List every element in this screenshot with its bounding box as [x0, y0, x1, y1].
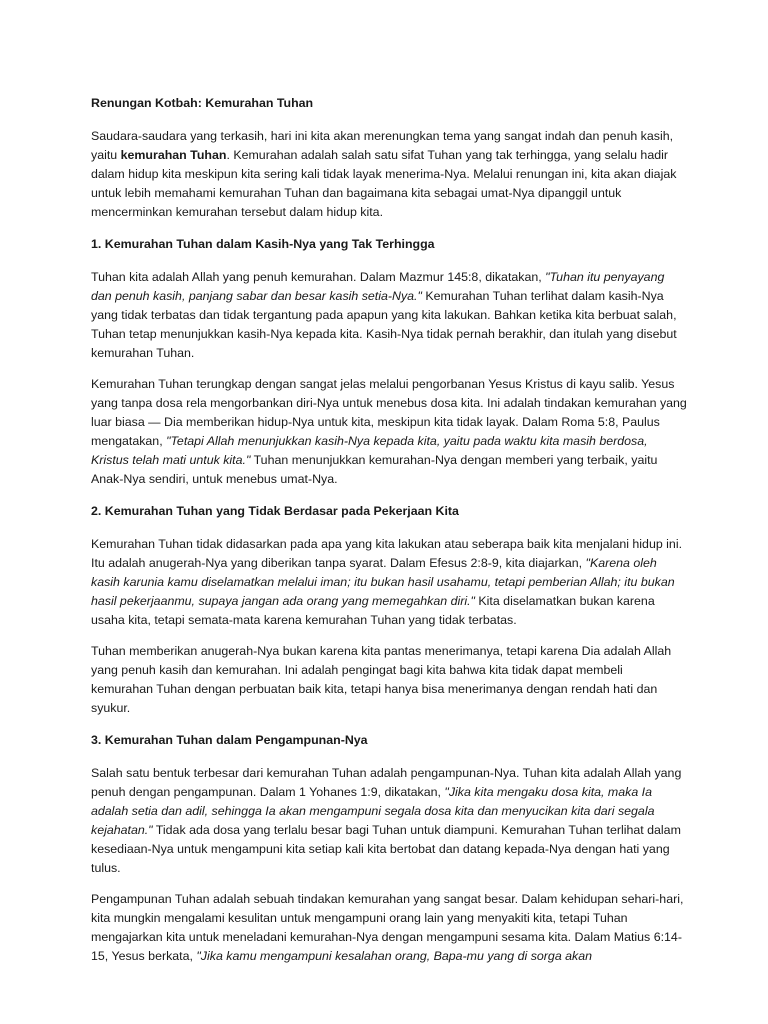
- intro-text-start: Saudara-saudara yang terkasih, hari ini kita akan merenungkan tema yang sangat indah dan penuh kasih, yaitu: [91, 129, 674, 162]
- intro-text-end: . Kemurahan adalah salah satu sifat Tuhan yang tak terhingga, yang selalu hadir dalam hidup kita meskipun kita sering kali tidak layak menerima-Nya. Melalui renungan ini, kita akan diajak untuk lebih memahami kemurahan Tuhan dan bagaimana kita sebagai umat-Nya dipanggil untuk mencerminkan kemurahan tersebut dalam hidup kita.: [91, 148, 677, 219]
- scripture-quote: "Jika kamu mengampuni kesalahan orang, Bapa-mu yang di sorga akan: [196, 949, 593, 963]
- section-2-heading: 2. Kemurahan Tuhan yang Tidak Berdasar pada Pekerjaan Kita: [91, 503, 459, 518]
- section-3-paragraph-1: [91, 764, 688, 878]
- section-1-paragraph-1: [91, 268, 688, 363]
- section-3-paragraph-2: [91, 890, 688, 966]
- document-title: Renungan Kotbah: Kemurahan Tuhan: [91, 96, 314, 110]
- paragraph-text: Tidak ada dosa yang terlalu besar bagi Tuhan untuk diampuni. Kemurahan Tuhan terlihat dalam kesediaan-Nya untuk mengampuni kita setiap kali kita bertobat dan datang kepada-Nya dengan hati yang tulus.: [91, 822, 681, 875]
- scripture-quote: "Tuhan itu penyayang dan penuh kasih, panjang sabar dan besar kasih setia-Nya.": [91, 269, 665, 303]
- intro-bold-term: kemurahan Tuhan: [120, 148, 227, 162]
- section-1-paragraph-2: [91, 375, 688, 489]
- paragraph-text: Tuhan kita adalah Allah yang penuh kemurahan. Dalam Mazmur 145:8, dikatakan,: [91, 269, 546, 284]
- section-3-heading: 3. Kemurahan Tuhan dalam Pengampunan-Nya: [91, 732, 368, 747]
- paragraph-text: Kita diselamatkan bukan karena usaha kita, tetapi semata-mata karena kemurahan Tuhan yang tidak terbatas.: [91, 593, 655, 627]
- section-2-paragraph-1: [91, 535, 688, 630]
- paragraph-text: Tuhan menunjukkan kemurahan-Nya dengan memberi yang terbaik, yaitu Anak-Nya sendiri, untuk menebus umat-Nya.: [91, 453, 658, 486]
- scripture-quote: "Jika kita mengaku dosa kita, maka Ia adalah setia dan adil, sehingga Ia akan mengampuni segala dosa kita dan menyucikan kita dari segala kejahatan.": [91, 784, 655, 837]
- paragraph-text: Kemurahan Tuhan tidak didasarkan pada apa yang kita lakukan atau seberapa baik kita menjalani hidup ini. Itu adalah anugerah-Nya yang diberikan tanpa syarat. Dalam Efesus 2:8-9, kita diajarkan,: [91, 536, 683, 570]
- intro-paragraph: [91, 127, 688, 222]
- scripture-quote: "Karena oleh kasih karunia kamu diselamatkan melalui iman; itu bukan hasil usahamu, tetapi pemberian Allah; itu bukan hasil pekerjaanmu, supaya jangan ada orang yang memegahkan diri.": [91, 555, 675, 608]
- paragraph-text: Salah satu bentuk terbesar dari kemurahan Tuhan adalah pengampunan-Nya. Tuhan kita adalah Allah yang penuh dengan pengampunan. Dalam 1 Yohanes 1:9, dikatakan,: [91, 765, 682, 799]
- paragraph-text: Kemurahan Tuhan terlihat dalam kasih-Nya yang tidak terbatas dan tidak tergantung pada apapun yang kita lakukan. Bahkan ketika kita berbuat salah, Tuhan tetap menunjukkan kasih-Nya kepada kita. Kasih-Nya tidak pernah berakhir, dan itulah yang disebut kemurahan Tuhan.: [91, 288, 677, 360]
- paragraph-text: Pengampunan Tuhan adalah sebuah tindakan kemurahan yang sangat besar. Dalam kehidupan sehari-hari, kita mungkin mengalami kesulitan untuk mengampuni orang lain yang menyakiti kita, tetapi Tuhan mengajarkan kita untuk meneladani kemurahan-Nya dengan mengampuni sesama kita. Dalam Matius 6:14-15, Yesus berkata,: [91, 892, 684, 963]
- section-1-heading: 1. Kemurahan Tuhan dalam Kasih-Nya yang Tak Terhingga: [91, 236, 435, 251]
- paragraph-text: Kemurahan Tuhan terungkap dengan sangat jelas melalui pengorbanan Yesus Kristus di kayu salib. Yesus yang tanpa dosa rela mengorbankan diri-Nya untuk menebus dosa kita. Ini adalah tindakan kemurahan yang luar biasa — Dia memberikan hidup-Nya untuk kita, meskipun kita tidak layak. Dalam Roma 5:8, Paulus mengatakan,: [91, 377, 687, 448]
- scripture-quote: "Tetapi Allah menunjukkan kasih-Nya kepada kita, yaitu pada waktu kita masih berdosa, Kristus telah mati untuk kita.": [91, 434, 648, 467]
- paragraph-text: Tuhan memberikan anugerah-Nya bukan karena kita pantas menerimanya, tetapi karena Dia adalah Allah yang penuh kasih dan kemurahan. Ini adalah pengingat bagi kita bahwa kita tidak dapat membeli kemurahan Tuhan dengan perbuatan baik kita, tetapi hanya bisa menerimanya dengan rendah hati dan syukur.: [91, 644, 672, 715]
- section-2-paragraph-2: [91, 642, 688, 718]
